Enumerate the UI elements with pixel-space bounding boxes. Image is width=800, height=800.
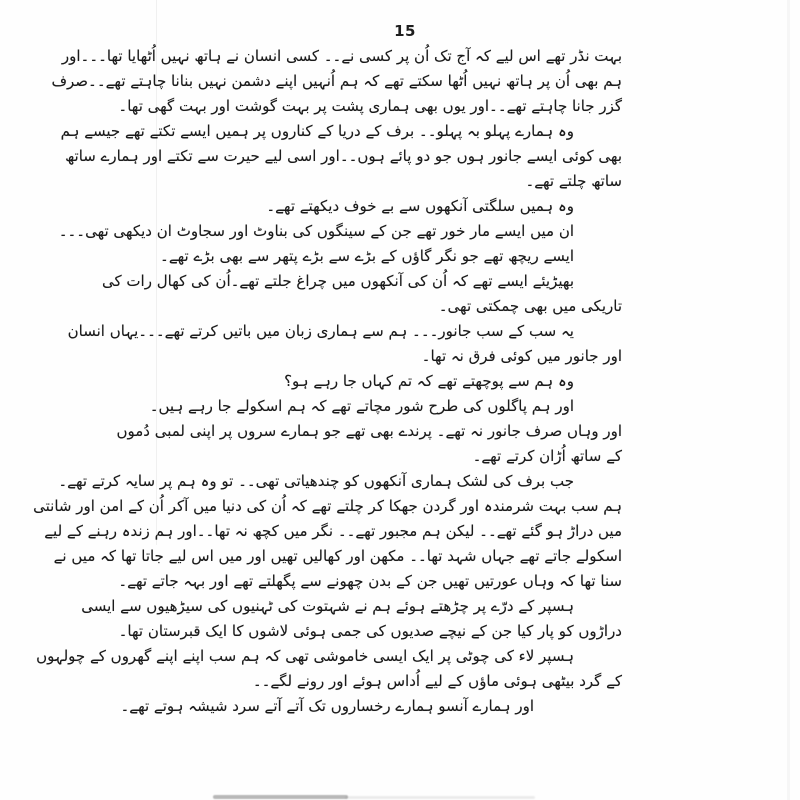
page-number: 15 bbox=[394, 22, 416, 40]
scan-edge-shadow bbox=[787, 0, 790, 800]
scan-smudge-tail bbox=[345, 796, 535, 799]
text-line: اور ہمارے آنسو ہمارے رخساروں تک آتے آتے سرد شیشہ ہوتے تھے۔ bbox=[120, 697, 534, 715]
text-line: تاریکی میں بھی چمکتی تھی۔ bbox=[438, 297, 622, 315]
text-line: ایسے ریچھ تھے جو نگر گاؤں کے بڑے سے بڑے پتھر سے بھی بڑے تھے۔ bbox=[160, 247, 574, 265]
text-line: اسکولے جاتے تھے جہاں شہد تھا۔۔ مکھن اور کھالیں تھیں اور میں اس لیے جاتا تھا کہ میں نے bbox=[53, 547, 622, 565]
text-block bbox=[33, 44, 622, 719]
text-line: وہ ہمیں سلگتی آنکھوں سے بے خوف دیکھتے تھے۔ bbox=[266, 197, 574, 215]
text-line: بھیڑیئے ایسے تھے کہ اُن کی آنکھوں میں چراغ جلتے تھے۔اُن کی کھال رات کی bbox=[102, 272, 574, 290]
text-line: ساتھ چلتے تھے۔ bbox=[525, 172, 622, 190]
text-line: ہم سب بہت شرمندہ اور گردن جھکا کر چلتے تھے کہ اُن کی دنیا میں آکر اُن کے امن اور شانتی bbox=[33, 497, 622, 515]
text-line: بہت نڈر تھے اس لیے کہ آج تک اُن پر کسی نے۔۔ کسی انسان نے ہاتھ نہیں اُٹھایا تھا۔۔۔اور bbox=[61, 47, 622, 65]
text-line: ہسپر لاء کی چوٹی پر ایک ایسی خاموشی تھی کہ ہم سب اپنے اپنے گھروں کے چولہوں bbox=[36, 647, 574, 665]
text-line: دراڑوں کو پار کیا جن کے نیچے صدیوں کی جمی ہوئی لاشوں کا ایک قبرستان تھا۔ bbox=[118, 622, 622, 640]
text-line: کے گرد بیٹھی ہوئی ماؤں کے لیے اُداس ہوئے اور رونے لگے۔۔ bbox=[252, 672, 622, 690]
text-line: ہسپر کے درّے پر چڑھتے ہوئے ہم نے شہتوت کی ٹہنیوں کی سیڑھیوں سے ایسی bbox=[81, 597, 574, 615]
scan-smudge bbox=[213, 795, 348, 799]
text-line: ہم بھی اُن پر ہاتھ نہیں اُٹھا سکتے تھے کہ ہم اُنہیں اپنے دشمن نہیں بنانا چاہتے تھے۔۔صرف bbox=[51, 72, 622, 90]
text-line: اور وہاں صرف جانور نہ تھے۔ پرندے بھی تھے جو ہمارے سروں پر اپنی لمبی دُموں bbox=[116, 422, 622, 440]
text-line: اور ہم پاگلوں کی طرح شور مچاتے تھے کہ ہم اسکولے جا رہے ہیں۔ bbox=[149, 397, 574, 415]
text-line: اور جانور میں کوئی فرق نہ تھا۔ bbox=[421, 347, 622, 365]
text-line: جب برف کی لشک ہماری آنکھوں کو چندھیاتی تھی۔۔ تو وہ ہم پر سایہ کرتے تھے۔ bbox=[58, 472, 574, 490]
text-line: کے ساتھ اُڑان کرتے تھے۔ bbox=[472, 447, 622, 465]
text-line: میں دراڑ ہو گئے تھے۔۔ لیکن ہم مجبور تھے۔۔ نگر میں کچھ نہ تھا۔۔اور ہم زندہ رہنے کے لیے bbox=[44, 522, 622, 540]
text-line: گزر جانا چاہتے تھے۔۔اور یوں بھی ہماری پشت پر بہت گوشت اور بہت گھی تھا۔ bbox=[118, 97, 622, 115]
text-line: ان میں ایسے مار خور تھے جن کے سینگوں کی بناوٹ اور سجاوٹ ان دیکھی تھی۔۔۔ bbox=[58, 222, 574, 240]
text-line: وہ ہم سے پوچھتے تھے کہ تم کہاں جا رہے ہو؟ bbox=[284, 372, 574, 390]
text-line: وہ ہمارے پہلو بہ پہلو۔۔ برف کے دریا کے کناروں پر ہمیں ایسے تکتے تھے جیسے ہم bbox=[60, 122, 574, 140]
text-line: یہ سب کے سب جانور۔۔۔ ہم سے ہماری زبان میں باتیں کرتے تھے۔۔۔یہاں انسان bbox=[67, 322, 574, 340]
text-line: سنا تھا کہ وہاں عورتیں تھیں جن کے بدن چھونے سے پگھلتے تھے اور بہہ جاتے تھے۔ bbox=[118, 572, 622, 590]
text-line: بھی کوئی ایسے جانور ہوں جو دو پائے ہوں۔۔اور اسی لیے حیرت سے تکتے اور ہمارے ساتھ bbox=[65, 147, 622, 165]
